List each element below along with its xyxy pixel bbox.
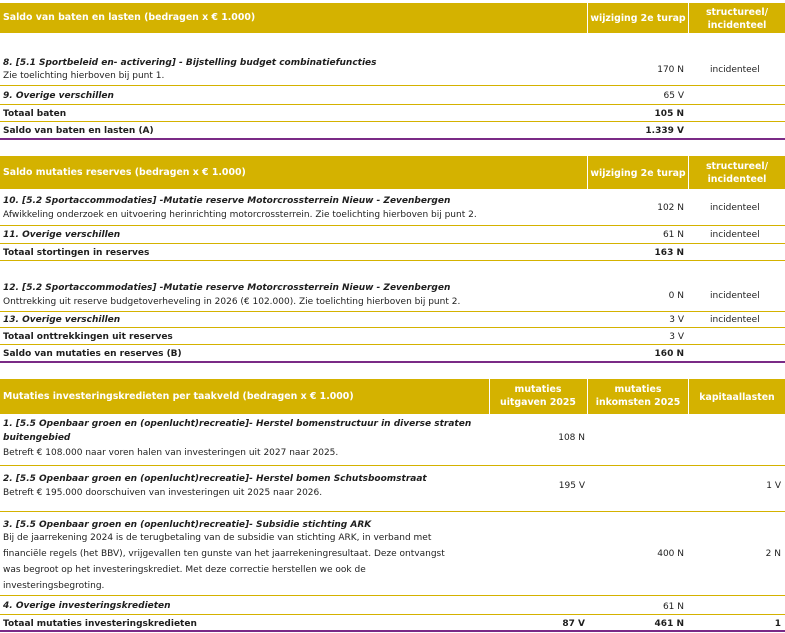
table1-row8-type: incidenteel — [710, 65, 760, 75]
table3-row1-title-b: buitengebied — [3, 433, 71, 443]
table1-title: Saldo van baten en lasten (bedragen x € 1.000) — [3, 12, 256, 23]
table1-total-baten-label: Totaal baten — [3, 109, 67, 119]
table3-total-uitgaven: 87 V — [562, 619, 585, 629]
table3-row1-desc: Betreft € 108.000 naar voren halen van investeringen uit 2027 naar 2025. — [3, 448, 339, 458]
table3-row1-title-a: 1. [5.5 Openbaar groen en (openlucht)recreatie]- Herstel bomenstructuur in diverse straten — [3, 419, 472, 429]
table3-col-kapitaallasten: kapitaallasten — [699, 392, 775, 403]
table2-total-onttrekkingen-label: Totaal onttrekkingen uit reserves — [3, 332, 173, 342]
table2-saldo-value: 160 N — [654, 349, 684, 359]
table2-total-stortingen-value: 163 N — [654, 248, 684, 258]
table3-row1-uitgaven: 108 N — [558, 433, 585, 443]
table3-row2-kapitaallasten: 1 V — [766, 481, 781, 491]
table2-col-type: structureel/ incidenteel — [705, 161, 769, 185]
table2-total-stortingen-label: Totaal stortingen in reserves — [3, 248, 150, 258]
table1-row8-value: 170 N — [657, 65, 684, 75]
table3-total-inkomsten: 461 N — [654, 619, 684, 629]
table2-row10-value: 102 N — [657, 203, 684, 213]
table1-total-baten-value: 105 N — [654, 109, 684, 119]
table3-title: Mutaties investeringskredieten per taakveld (bedragen x € 1.000) — [3, 391, 354, 402]
table2-row13-type: incidenteel — [710, 315, 760, 325]
table3-total-kapitaallasten: 1 — [774, 619, 781, 629]
table3-row3-inkomsten: 400 N — [657, 549, 684, 559]
table2-row10-type: incidenteel — [710, 203, 760, 213]
table3-header — [0, 379, 785, 414]
table1-row9-value: 65 V — [663, 91, 684, 101]
table1-col-change: wijziging 2e turap — [590, 13, 686, 24]
table3-col-uitgaven: mutaties uitgaven 2025 — [500, 384, 576, 408]
table1-row9-title: 9. Overige verschillen — [3, 91, 114, 101]
table1-saldo-value: 1.339 V — [645, 126, 684, 136]
table2-row11-value: 61 N — [662, 230, 684, 240]
table3-row2-title: 2. [5.5 Openbaar groen en (openlucht)recreatie]- Herstel bomen Schutsboomstraat — [3, 474, 427, 484]
table2-row12-title: 12. [5.2 Sportaccommodaties] -Mutatie reserve Motorcrossterrein Nieuw - Zevenbergen — [3, 283, 451, 293]
table1-header — [0, 3, 785, 33]
table2-total-onttrekkingen-value: 3 V — [669, 332, 684, 342]
table3-row3-title: 3. [5.5 Openbaar groen en (openlucht)recreatie]- Subsidie stichting ARK — [3, 520, 372, 530]
table2-col-change: wijziging 2e turap — [590, 168, 686, 179]
table3-row4-title: 4. Overige investeringskredieten — [3, 601, 171, 611]
table2-row11-type: incidenteel — [710, 230, 760, 240]
table1-row8-desc: Zie toelichting hierboven bij punt 1. — [3, 71, 165, 81]
table2-row10-title: 10. [5.2 Sportaccommodaties] -Mutatie reserve Motorcrossterrein Nieuw - Zevenbergen — [3, 196, 451, 206]
table3-row4-inkomsten: 61 N — [662, 602, 684, 612]
table3-row2-uitgaven: 195 V — [558, 481, 585, 491]
table3-total-label: Totaal mutaties investeringskredieten — [3, 619, 197, 629]
table3-row3-desc: Bij de jaarrekening 2024 is de terugbetaling van de subsidie van stichting ARK, in verband met financiële regels (het BBV), vrijgevallen ten gunste van het jaarrekeningresultaat. Deze ontvangst was begroot op het investeringskrediet. Met deze correctie herstellen we ook de investeringsbegroting. — [3, 533, 445, 591]
table1-row8-title: 8. [5.1 Sportbeleid en- activering] - Bijstelling budget combinatiefuncties — [3, 58, 377, 68]
table2-row12-type: incidenteel — [710, 291, 760, 301]
table2-row10-desc: Afwikkeling onderzoek en uitvoering herinrichting motorcrossterrein. Zie toelichting hierboven bij punt 2. — [3, 210, 477, 220]
table2-header — [0, 156, 785, 189]
table2-saldo-label: Saldo van mutaties en reserves (B) — [3, 349, 182, 359]
table2-row13-title: 13. Overige verschillen — [3, 315, 121, 325]
table2-row13-value: 3 V — [669, 315, 684, 325]
table2-row12-value: 0 N — [668, 291, 684, 301]
table2-row12-desc: Onttrekking uit reserve budgetoverheveling in 2026 (€ 102.000). Zie toelichting hierboven bij punt 2. — [3, 297, 461, 307]
table3-row3-kapitaallasten: 2 N — [765, 549, 781, 559]
table2-title: Saldo mutaties reserves (bedragen x € 1.000) — [3, 167, 246, 178]
table1-col-type: structureel/ incidenteel — [705, 7, 769, 31]
table3-row2-desc: Betreft € 195.000 doorschuiven van investeringen uit 2025 naar 2026. — [3, 488, 323, 498]
table3-col-inkomsten: mutaties inkomsten 2025 — [595, 384, 681, 408]
table2-row11-title: 11. Overige verschillen — [3, 230, 121, 240]
table1-saldo-label: Saldo van baten en lasten (A) — [3, 126, 154, 136]
